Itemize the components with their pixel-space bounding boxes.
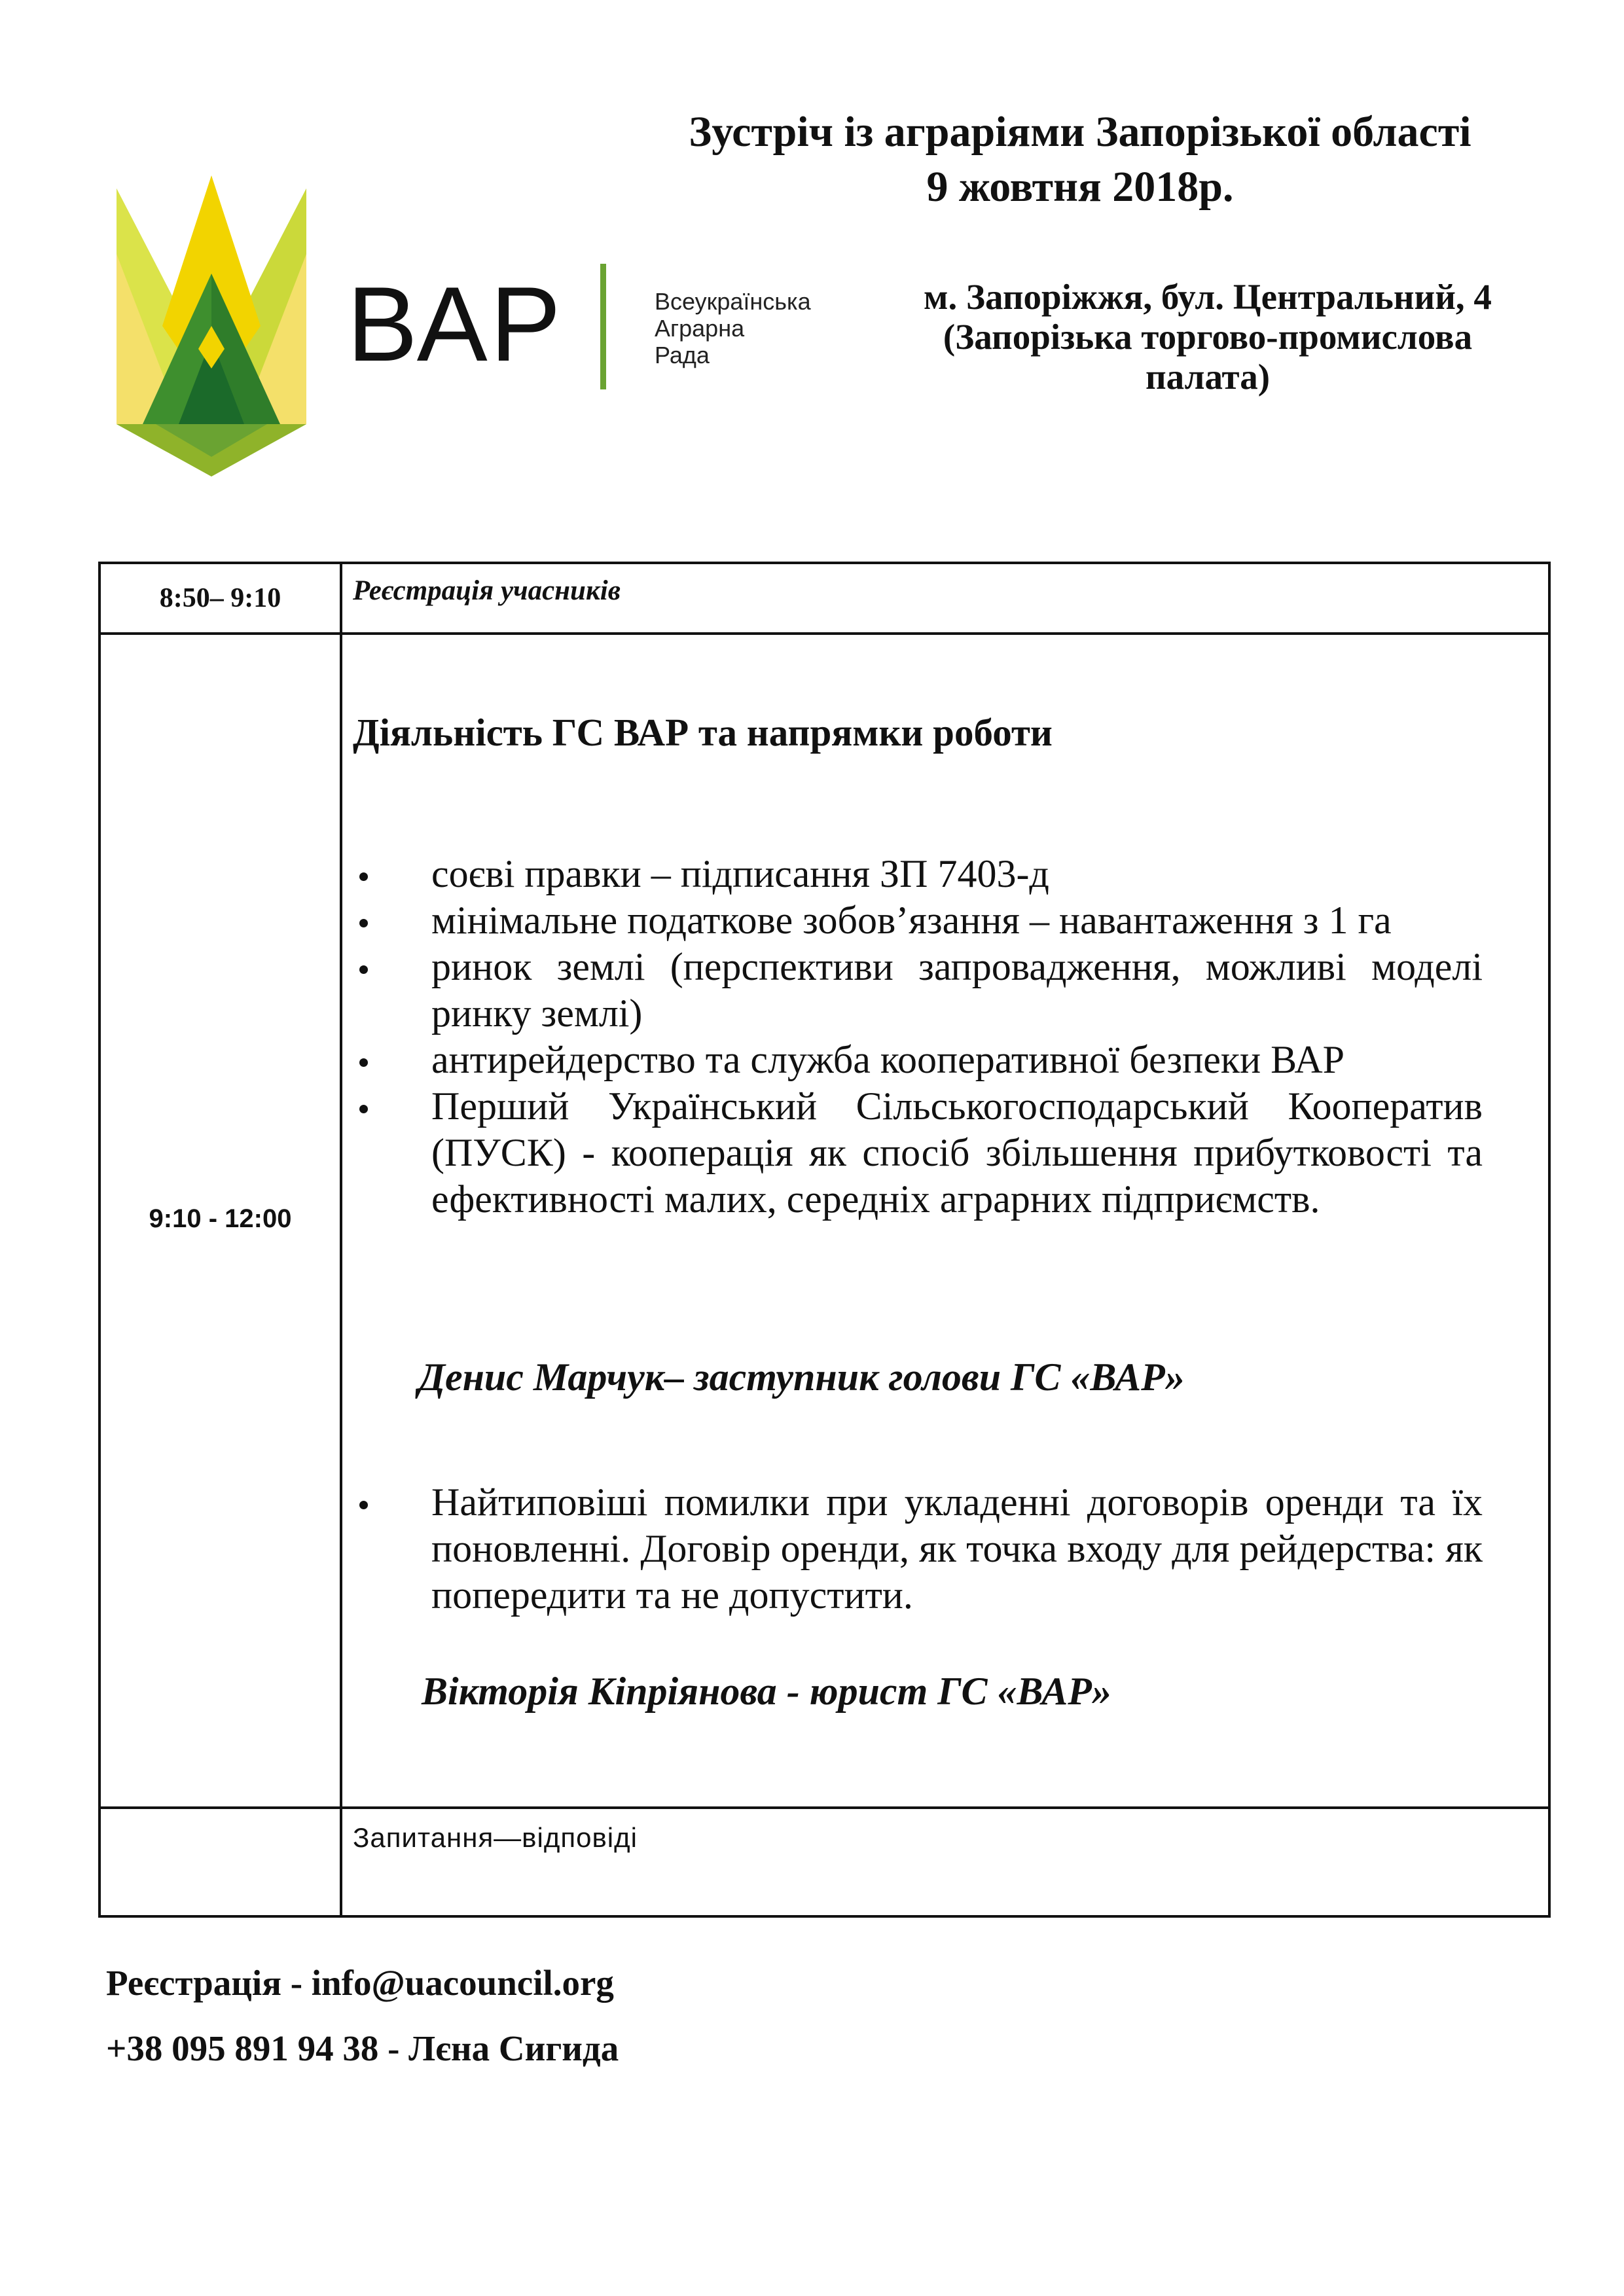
logo-subtitle-line: Рада bbox=[655, 342, 710, 368]
logo-subtitle-line: Всеукраїнська bbox=[655, 288, 811, 315]
time-cell bbox=[101, 1809, 342, 1918]
event-address bbox=[871, 277, 1545, 397]
logo-subtitle-line: Аграрна bbox=[655, 315, 745, 342]
registration-label: Реєстрація учасників bbox=[353, 575, 621, 606]
topic-list bbox=[353, 851, 1483, 1223]
time-cell bbox=[101, 635, 342, 1806]
list-item bbox=[353, 851, 1483, 897]
address-line: (Запорізька торгово-промислова bbox=[943, 317, 1473, 357]
speaker-name: Вікторія Кіпріянова - юрист ГС «ВАР» bbox=[422, 1670, 1111, 1713]
time-value: 8:50– 9:10 bbox=[159, 583, 281, 613]
topic-text: антирейдерство та служба кооперативної безпеки ВАР bbox=[431, 1038, 1345, 1081]
topic-text: соєві правки – підписання ЗП 7403-д bbox=[431, 852, 1049, 895]
event-title-line: Зустріч із аграріями Запорізької області bbox=[689, 108, 1471, 156]
bullet-icon bbox=[359, 919, 368, 927]
topic-list bbox=[353, 1479, 1483, 1619]
phone-contact: +38 095 891 94 38 - Лєна Сигида bbox=[106, 2028, 619, 2068]
section-title: Діяльність ГС ВАР та напрямки роботи bbox=[353, 711, 1053, 754]
schedule-row-registration bbox=[101, 564, 1548, 635]
logo-subtitle bbox=[655, 288, 811, 368]
event-date: 9 жовтня 2018р. bbox=[926, 163, 1234, 211]
topic-text: Перший Український Сільськогосподарський Кооператив (ПУСК) - кооперація як спосіб збільшення прибутковості та ефективності малих, середніх аграрних підприємств. bbox=[431, 1085, 1483, 1221]
time-cell bbox=[101, 564, 342, 632]
time-value: 9:10 - 12:00 bbox=[149, 1204, 292, 1233]
bullet-icon bbox=[359, 1105, 368, 1113]
schedule-table bbox=[98, 562, 1551, 1918]
list-item bbox=[353, 1037, 1483, 1083]
topic-text: ринок землі (перспективи запровадження, можливі моделі ринку землі) bbox=[431, 945, 1483, 1035]
list-item bbox=[353, 1479, 1483, 1619]
list-item bbox=[353, 1083, 1483, 1223]
bullet-icon bbox=[359, 1058, 368, 1067]
logo-wordmark: ВАР bbox=[347, 265, 564, 384]
schedule-row-qa bbox=[101, 1809, 1548, 1918]
address-line: палата) bbox=[1145, 357, 1271, 397]
bullet-icon bbox=[359, 872, 368, 881]
var-logo-emblem bbox=[117, 175, 306, 476]
bullet-icon bbox=[359, 1501, 368, 1509]
address-line: м. Запоріжжя, бул. Центральний, 4 bbox=[924, 277, 1492, 317]
bullet-icon bbox=[359, 965, 368, 974]
schedule-row-main-session bbox=[101, 635, 1548, 1809]
list-item bbox=[353, 944, 1483, 1037]
topic-text: мінімальне податкове зобов’язання – навантаження з 1 га bbox=[431, 899, 1392, 942]
speaker-name: Денис Марчук– заступник голови ГС «ВАР» bbox=[418, 1355, 1185, 1399]
list-item bbox=[353, 897, 1483, 944]
registration-contact: Реєстрація - info@uacouncil.org bbox=[106, 1963, 614, 2003]
logo-divider bbox=[600, 264, 606, 389]
qa-label: Запитання—відповіді bbox=[353, 1822, 638, 1853]
topic-text: Найтиповіші помилки при укладенні договорів оренди та їх поновленні. Договір оренди, як точка входу для рейдерства: як попередити та не допустити. bbox=[431, 1480, 1483, 1617]
event-title bbox=[589, 105, 1571, 215]
